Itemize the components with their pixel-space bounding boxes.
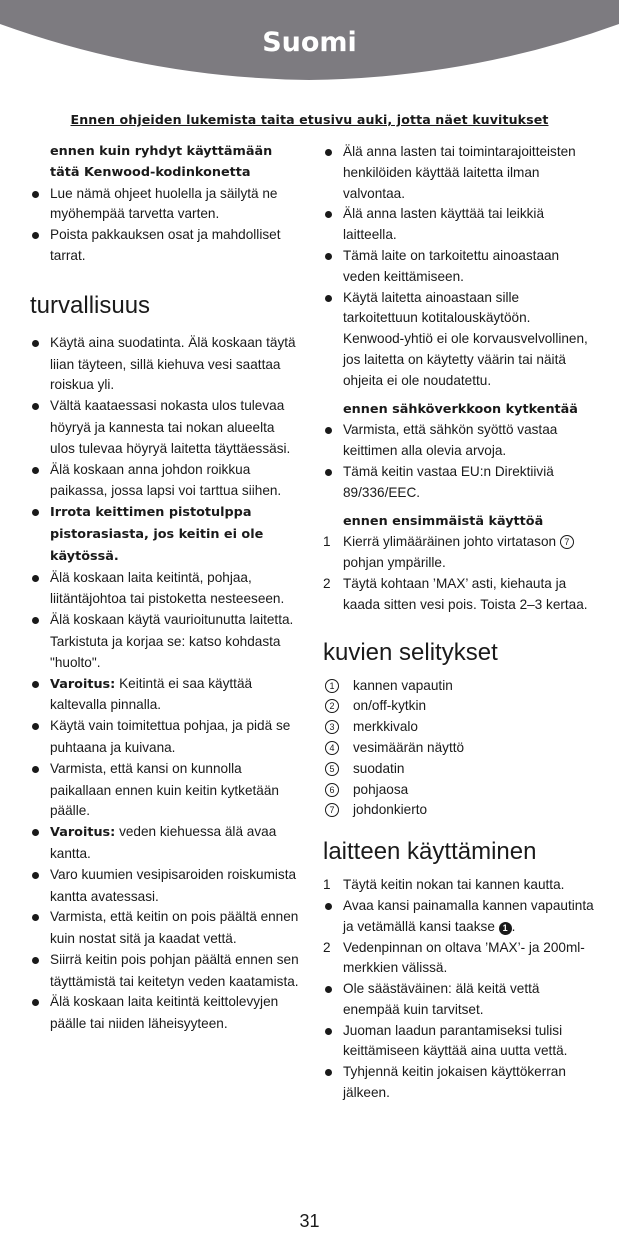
numbered-step: 1 Täytä keitin nokan tai kannen kautta.	[323, 877, 565, 893]
part-item: 5 suodatin	[323, 759, 595, 780]
list-item: Vältä kaataessasi nokasta ulos tulevaa höyryä ja kannesta tai nokan alueelta ulos tulevaa höyryä laitetta täyttäessäsi.	[30, 396, 300, 459]
bullet-icon	[325, 149, 332, 156]
mains-list	[323, 420, 595, 503]
list-item: Käytä aina suodatinta. Älä koskaan täytä liian täyteen, sillä kiehuva vesi saattaa roiskua yli.	[30, 333, 300, 396]
bullet-icon	[32, 403, 39, 410]
page-number: 31	[299, 1211, 320, 1231]
list-item: Tyhjennä keitin jokaisen käyttökerran jälkeen.	[323, 1062, 595, 1104]
before-use-heading: ennen kuin ryhdyt käyttämään tätä Kenwood-kodinkonetta	[50, 144, 273, 180]
part-number-icon: 7	[325, 803, 339, 817]
list-item: Varoitus: Keitintä ei saa käyttää kaltevalla pinnalla.	[30, 674, 300, 717]
bullet-icon	[325, 253, 332, 260]
part-number-icon: 6	[325, 783, 339, 797]
part-item: 6 pohjaosa	[323, 780, 595, 801]
list-item: Irrota keittimen pistotulppa pistorasiasta, jos keitin ei ole käytössä.	[30, 502, 300, 567]
first-use-heading: ennen ensimmäistä käyttöä	[343, 513, 544, 529]
list-item: Lue nämä ohjeet huolella ja säilytä ne myöhempää tarvetta varten.	[30, 184, 300, 226]
left-column	[30, 142, 300, 1035]
mains-heading: ennen sähköverkkoon kytkentää	[343, 401, 578, 417]
list-item: Varmista, että keitin on pois päältä ennen kuin nostat sitä ja kaadat vettä.	[30, 907, 300, 950]
bullet-icon	[325, 1069, 332, 1076]
list-item: Varmista, että kansi on kunnolla paikallaan ennen kuin keitin kytketään päälle.	[30, 759, 300, 822]
list-item: Varmista, että sähkön syöttö vastaa keittimen alla olevia arvoja.	[323, 420, 595, 462]
list-item: Älä koskaan laita keitintä, pohjaa, liitäntäjohtoa tai pistoketta nesteeseen.	[30, 568, 300, 611]
right-column	[323, 142, 595, 1104]
parts-heading: kuvien selitykset	[323, 638, 498, 666]
numbered-step: 2 Täytä kohtaan ’MAX’ asti, kiehauta ja kaada sitten vesi pois. Toista 2–3 kertaa.	[323, 575, 588, 612]
bullet-icon	[32, 957, 39, 964]
bullet-icon	[32, 617, 39, 624]
bullet-icon	[325, 986, 332, 993]
part-item: 3 merkkivalo	[323, 717, 595, 738]
list-item: Tämä laite on tarkoitettu ainoastaan veden keittämiseen.	[323, 246, 595, 288]
list-item: Ole säästäväinen: älä keitä vettä enempää kuin tarvitset.	[323, 979, 595, 1021]
list-item: Poista pakkauksen osat ja mahdolliset tarrat.	[30, 225, 300, 267]
bullet-icon	[32, 999, 39, 1006]
bullet-icon	[32, 191, 39, 198]
bullet-icon	[32, 575, 39, 582]
usage-list	[323, 875, 595, 1104]
list-item: Älä koskaan anna johdon roikkua paikassa, jossa lapsi voi tarttua siihen.	[30, 460, 300, 503]
list-item: Varoitus: veden kiehuessa älä avaa kantta.	[30, 822, 300, 865]
list-item: Tämä keitin vastaa EU:n Direktiiviä 89/336/EEC.	[323, 462, 595, 504]
bullet-icon	[325, 469, 332, 476]
part-item: 7 johdonkierto	[323, 800, 595, 821]
bullet-icon	[32, 766, 39, 773]
list-item: Älä anna lasten tai toimintarajoitteisten henkilöiden käyttää laitetta ilman valvontaa.	[323, 142, 595, 204]
bullet-icon	[32, 681, 39, 688]
part-number-icon: 2	[325, 699, 339, 713]
part-item: 1 kannen vapautin	[323, 676, 595, 697]
list-item: Käytä vain toimitettua pohjaa, ja pidä se puhtaana ja kuivana.	[30, 716, 300, 759]
list-item: Älä koskaan laita keitintä keittolevyjen päälle tai niiden läheisyyteen.	[30, 992, 300, 1035]
part-number-icon: 3	[325, 720, 339, 734]
numbered-step: 1 Kierrä ylimääräinen johto virtatason 7 pohjan ympärille.	[323, 532, 595, 574]
parts-list	[323, 676, 595, 822]
list-item: Älä koskaan käytä vaurioitunutta laitetta. Tarkistuta ja korjaa se: katso kohdasta "huolto".	[30, 610, 300, 673]
list-item: Varo kuumien vesipisaroiden roiskumista kantta avatessasi.	[30, 865, 300, 908]
part-item: 4 vesimäärän näyttö	[323, 738, 595, 759]
list-item: Älä anna lasten käyttää tai leikkiä laitteella.	[323, 204, 595, 246]
list-item: Siirrä keitin pois pohjan päältä ennen sen täyttämistä tai keitetyn veden kaatamista.	[30, 950, 300, 993]
bullet-icon	[32, 914, 39, 921]
list-item: Käytä laitetta ainoastaan sille tarkoitettuun kotitalouskäytöön. Kenwood-yhtiö ei ole korvausvelvollinen, jos laitetta on käytetty väärin tai näitä ohjeita ei ole noudatettu.	[323, 288, 595, 392]
safety-list	[30, 333, 300, 1035]
bullet-icon	[32, 829, 39, 836]
bullet-icon	[32, 340, 39, 347]
bullet-icon	[32, 467, 39, 474]
bullet-icon	[325, 903, 332, 910]
figure-ref-icon: 1	[499, 922, 512, 935]
list-item: Juoman laadun parantamiseksi tulisi keittämiseen käyttää aina uutta vettä.	[323, 1021, 595, 1063]
first-use-steps	[323, 532, 595, 615]
part-number-icon: 5	[325, 762, 339, 776]
page-title: Suomi	[262, 27, 357, 58]
header-banner	[0, 0, 619, 92]
part-number-icon: 4	[325, 741, 339, 755]
numbered-step: 2 Vedenpinnan on oltava ’MAX’- ja 200ml-merkkien välissä.	[323, 939, 585, 976]
bullet-icon	[325, 211, 332, 218]
before-use-list	[30, 184, 300, 267]
part-item: 2 on/off-kytkin	[323, 696, 595, 717]
intro-note: Ennen ohjeiden lukemista taita etusivu auki, jotta näet kuvitukset	[70, 112, 549, 127]
safety-heading: turvallisuus	[30, 291, 151, 319]
list-item: Avaa kansi painamalla kannen vapautinta ja vetämällä kansi taakse 1 .	[323, 896, 595, 938]
bullet-icon	[325, 427, 332, 434]
bullet-icon	[325, 295, 332, 302]
bullet-icon	[32, 509, 39, 516]
safety-list-continued	[323, 142, 595, 392]
usage-heading: laitteen käyttäminen	[323, 838, 537, 866]
bullet-icon	[325, 1028, 332, 1035]
bullet-icon	[32, 872, 39, 879]
bullet-icon	[32, 232, 39, 239]
part-ref-icon: 7	[560, 535, 574, 549]
part-number-icon: 1	[325, 679, 339, 693]
bullet-icon	[32, 723, 39, 730]
